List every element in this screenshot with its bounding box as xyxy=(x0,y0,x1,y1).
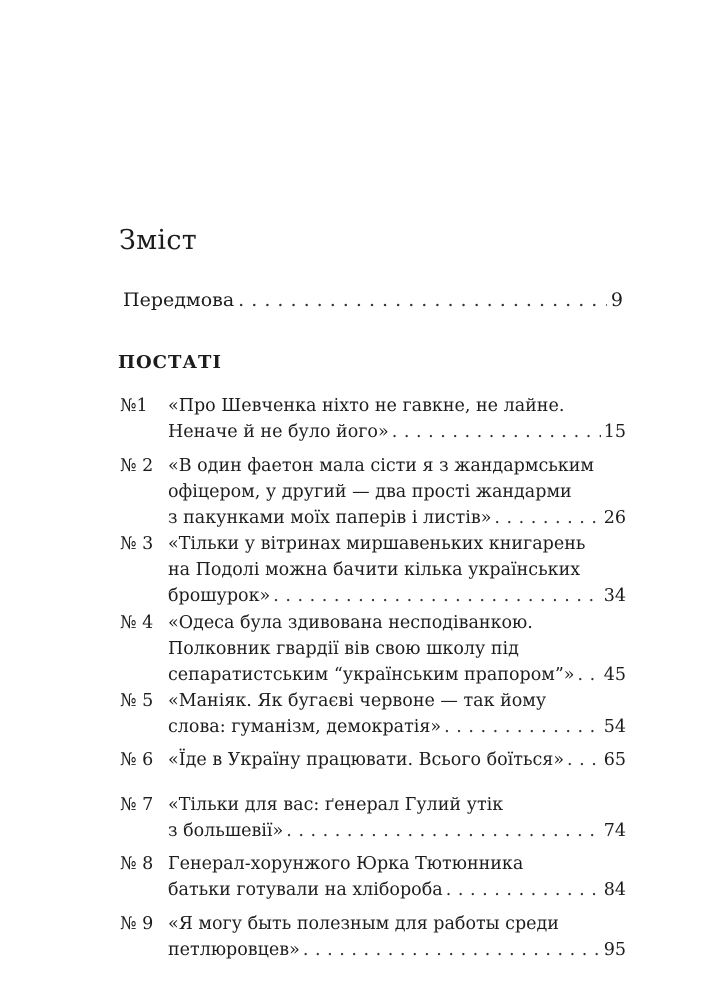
entry-title-line: з пакунками моїх паперів і листів» xyxy=(168,508,492,528)
entry-title-line: «В один фаетон мала сісти я з жандармським xyxy=(168,456,594,476)
dot-leader xyxy=(273,583,600,609)
entry-last-line xyxy=(168,714,626,740)
entry-page-number: 74 xyxy=(603,821,626,841)
entry-title-line: «Маніяк. Як бугаєві червоне — так йому xyxy=(168,691,547,711)
entry-title-line: «Про Шевченка ніхто не гавкне, не лайне. xyxy=(168,396,565,416)
entry-number: № 4 xyxy=(120,613,154,633)
entry-title-line: брошурок» xyxy=(168,586,271,606)
preface-entry xyxy=(123,288,623,313)
page-title: Зміст xyxy=(119,225,198,256)
entry-title-line: «Я могу быть полезным для работы среди xyxy=(168,914,559,934)
dot-leader xyxy=(446,877,601,903)
entry-title-line: «Їде в Україну працювати. Всього боїться» xyxy=(168,750,565,770)
entry-page-number: 26 xyxy=(603,508,626,528)
entry-number: № 5 xyxy=(120,691,154,711)
entry-number: № 3 xyxy=(120,534,154,554)
entry-title-line: петлюровцев» xyxy=(168,940,300,960)
preface-label: Передмова xyxy=(123,289,235,311)
entry-page-number: 45 xyxy=(603,665,626,685)
entry-last-line xyxy=(168,818,626,844)
entry-page-number: 15 xyxy=(603,422,626,442)
entry-title-line: Генерал-хорунжого Юрка Тютюнника xyxy=(168,854,524,874)
entry-last-line xyxy=(168,747,626,773)
preface-page-number: 9 xyxy=(610,289,623,311)
entry-title-line: на Подолі можна бачити кілька українських xyxy=(168,560,581,580)
entry-title-line: Неначе й не було його» xyxy=(168,422,389,442)
entry-page-number: 95 xyxy=(603,940,626,960)
entry-title-line: «Тільки для вас: ґенерал Гулий утік xyxy=(168,795,504,815)
section-heading: ПОСТАТІ xyxy=(118,352,222,373)
entry-page-number: 54 xyxy=(603,717,626,737)
entry-page-number: 65 xyxy=(603,750,626,770)
dot-leader xyxy=(494,505,600,531)
entry-title-line: «Одеса була здивована несподіванкою. xyxy=(168,613,533,633)
entry-last-line xyxy=(168,662,626,688)
entry-title-line: офіцером, у другий — два прості жандарми xyxy=(168,482,572,502)
entry-title-line: з большевії» xyxy=(168,821,284,841)
entry-title-line: батьки готували на хлібороба xyxy=(168,880,443,900)
entry-number: № 6 xyxy=(120,750,154,770)
entry-last-line xyxy=(168,937,626,963)
entry-title-line: «Тільки у вітринах миршавеньких книгарень xyxy=(168,534,586,554)
entry-last-line xyxy=(168,419,626,445)
dot-leader xyxy=(303,937,601,963)
entry-title-line: слова: гуманізм, демократія» xyxy=(168,717,442,737)
entry-number: № 7 xyxy=(120,795,154,815)
dot-leader xyxy=(392,419,601,445)
dot-leader xyxy=(567,747,601,773)
dot-leader xyxy=(578,662,601,688)
entry-number: № 2 xyxy=(120,456,154,476)
entry-number: № 8 xyxy=(120,854,154,874)
entry-page-number: 84 xyxy=(603,880,626,900)
entry-title-line: Полковник гвардії вів свою школу під xyxy=(168,639,519,659)
entry-number: № 9 xyxy=(120,914,154,934)
entry-last-line xyxy=(168,505,626,531)
entry-title-line: сепаратистським “українським прапором”» xyxy=(168,665,575,685)
entry-number: №1 xyxy=(120,396,148,416)
dot-leader xyxy=(444,714,601,740)
entry-page-number: 34 xyxy=(603,586,626,606)
entry-last-line xyxy=(168,583,626,609)
dot-leader xyxy=(286,818,601,844)
dot-leader xyxy=(238,288,607,313)
entry-last-line xyxy=(168,877,626,903)
